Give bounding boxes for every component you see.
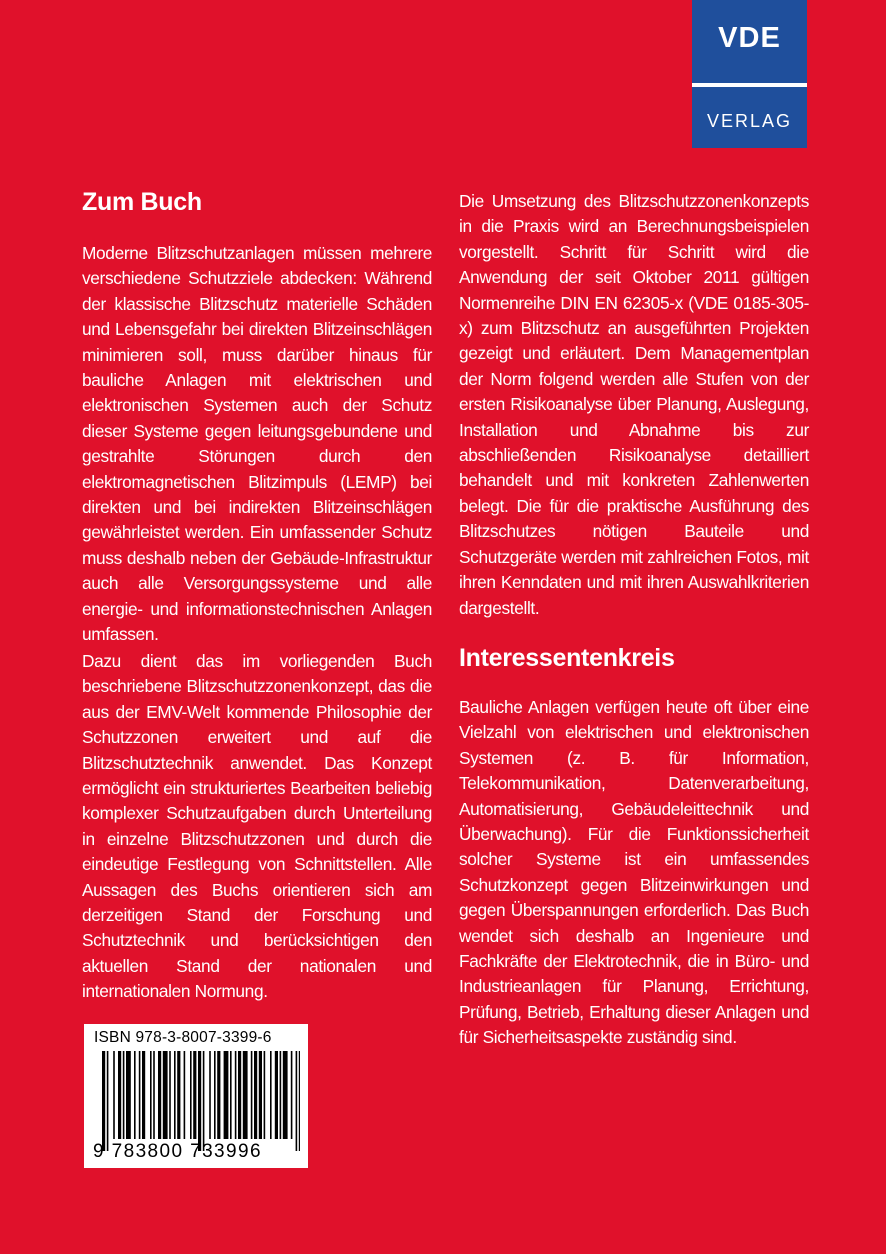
barcode-digits: 9 783800 733996 <box>93 1141 262 1162</box>
heading-interessentenkreis: Interessentenkreis <box>459 644 675 672</box>
heading-zum-buch: Zum Buch <box>82 188 202 216</box>
right-paragraph-1: Die Umsetzung des Blitzschutzzonenkonzepts in die Praxis wird an Berechnungsbeispielen vorgestellt. Schritt für Schritt wird die Anwendung der seit Oktober 2011 gültigen Normenreihe DIN EN 62305-x (VDE 0185-305-x) zum Blitzschutz an ausgeführten Projekten gezeigt und erläutert. Dem Managementplan der Norm folgend werden alle Stufen von der ersten Risikoanalyse über Planung, Auslegung, Installation und Abnahme bis zur abschließenden Risikoanalyse detailliert behandelt und mit konkreten Zahlenwerten belegt. Die für die praktische Ausführung des Blitzschutzes nötigen Bauteile und Schutzgeräte werden mit zahlreichen Fotos, mit ihren Kenndaten und mit ihren Auswahlkriterien dargestellt. <box>459 191 809 618</box>
logo-brand: VDE <box>718 22 781 54</box>
barcode-icon <box>102 1051 300 1151</box>
right-paragraph-2: Bauliche Anlagen verfügen heute oft über eine Vielzahl von elektrischen und elektronischen Systemen (z. B. für Information, Telekommunikation, Datenverarbeitung, Automatisierung, Gebäudeleittechnik und Überwachung). Für die Funktionssicherheit solcher Systeme ist ein umfassendes Schutzkonzept gegen Blitzeinwirkungen und gegen Überspannungen erforderlich. Das Buch wendet sich deshalb an Ingenieure und Fachkräfte der Elektrotechnik, die in Büro- und Industrieanlagen für Planung, Errichtung, Prüfung, Betrieb, Erhaltung dieser Anlagen und für Sicherheitsaspekte zuständig sind. <box>459 697 809 1048</box>
isbn-barcode-box <box>84 1024 308 1168</box>
isbn-label: ISBN 978-3-8007-3399-6 <box>94 1029 272 1046</box>
left-paragraph-2: Dazu dient das im vorliegenden Buch beschriebene Blitzschutzzonenkonzept, das die aus der EMV-Welt kommende Philosophie der Schutzzonen erweitert und auf die Blitzschutztechnik anwendet. Das Konzept ermöglicht ein strukturiertes Bearbeiten beliebig komplexer Schutzaufgaben durch Unterteilung in einzelne Blitzschutzzonen und durch die eindeutige Festlegung von Schnittstellen. Alle Aussagen des Buchs orientieren sich am derzeitigen Stand der Forschung und Schutztechnik und berücksichtigen den aktuellen Stand der nationalen und internationalen Normung. <box>82 651 432 1002</box>
vde-verlag-logo <box>692 0 807 148</box>
logo-sub: VERLAG <box>706 111 793 131</box>
logo-divider <box>692 83 807 87</box>
left-paragraph-1: Moderne Blitzschutzanlagen müssen mehrere verschiedene Schutzziele abdecken: Während der klassische Blitzschutz materielle Schäden und Lebensgefahr bei direkten Blitzeinschlägen minimieren soll, muss darüber hinaus für bauliche Anlagen mit elektrischen und elektronischen Systemen auch der Schutz dieser Systeme gegen leitungsgebundene und gestrahlte Störungen durch den elektromagnetischen Blitzimpuls (LEMP) bei direkten und bei indirekten Blitzeinschlägen gewährleistet werden. Ein umfassender Schutz muss deshalb neben der Gebäude-Infrastruktur auch alle Versorgungssysteme und alle energie- und informationstechnischen Anlagen umfassen. <box>82 243 432 645</box>
